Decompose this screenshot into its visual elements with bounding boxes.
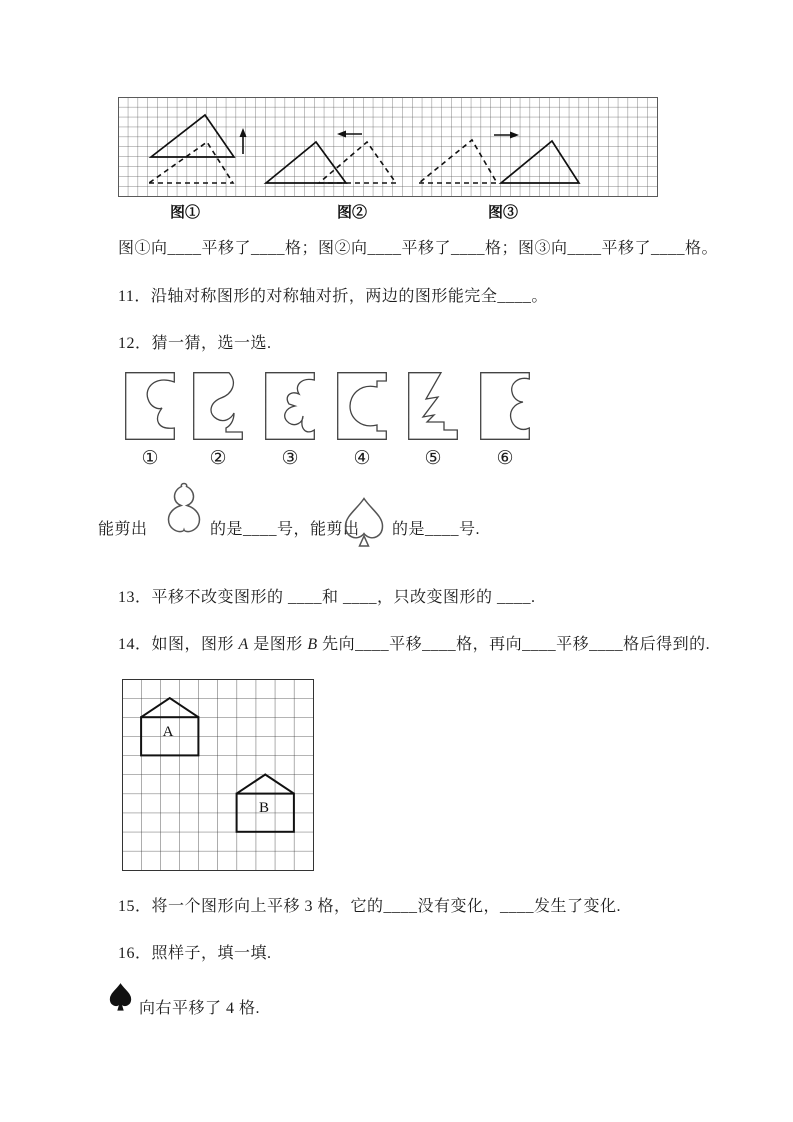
card-number-5: ⑤ bbox=[424, 448, 442, 469]
card-number-4: ④ bbox=[353, 448, 371, 469]
cutout-card-6 bbox=[480, 372, 530, 440]
spade-shape-icon bbox=[340, 496, 388, 552]
grid-1 bbox=[119, 98, 658, 197]
house-b-label: B bbox=[258, 800, 270, 816]
cutout-card-4 bbox=[337, 372, 387, 440]
q10-fill-text: 图①向____平移了____格；图②向____平移了____格；图③向____平移了____格。 bbox=[118, 240, 719, 257]
q14-label-a: A bbox=[238, 636, 249, 653]
cutout-card-5 bbox=[408, 372, 458, 440]
q12-answer-part1: 能剪出 bbox=[98, 521, 148, 538]
q12-text: 12．猜一猜，选一选. bbox=[118, 335, 272, 352]
q12-answer-part2: 的是____号，能剪出 bbox=[210, 521, 360, 538]
q14-text bbox=[118, 635, 710, 655]
card-number-6: ⑥ bbox=[496, 448, 514, 469]
card-number-2: ② bbox=[209, 448, 227, 469]
fig1-label: 图① bbox=[169, 205, 201, 221]
q11-text: 11．沿轴对称图形的对称轴对折，两边的图形能完全____。 bbox=[118, 288, 548, 305]
q12-answer-line bbox=[98, 480, 658, 556]
card-number-3: ③ bbox=[281, 448, 299, 469]
card-number-1: ① bbox=[141, 448, 159, 469]
translation-exercise-figure bbox=[118, 97, 659, 223]
fig2-label: 图② bbox=[336, 205, 368, 221]
q12-answer-part3: 的是____号. bbox=[392, 521, 481, 538]
cutout-card-2 bbox=[193, 372, 243, 440]
fig3-label: 图③ bbox=[487, 205, 519, 221]
cutout-card-3 bbox=[265, 372, 315, 440]
q14-label-b: B bbox=[307, 636, 318, 653]
q15-text: 15．将一个图形向上平移 3 格，它的____没有变化，____发生了变化. bbox=[118, 898, 622, 915]
q14-part2: 是图形 bbox=[248, 636, 308, 653]
house-translation-grid bbox=[122, 679, 314, 871]
q16-text: 16．照样子，填一填. bbox=[118, 945, 272, 962]
q14-part3: 先向____平移____格，再向____平移____格后得到的. bbox=[317, 636, 711, 653]
q13-text: 13．平移不改变图形的 ____和 ____，只改变图形的 ____. bbox=[118, 589, 536, 606]
solid-spade-icon bbox=[107, 982, 134, 1014]
cutout-card-1 bbox=[125, 372, 175, 440]
q14-part1: 14．如图，图形 bbox=[118, 636, 239, 653]
house-a-label: A bbox=[162, 724, 174, 740]
gourd-shape-icon bbox=[161, 480, 207, 534]
q16-fill-text: 向右平移了 4 格. bbox=[139, 1000, 261, 1017]
